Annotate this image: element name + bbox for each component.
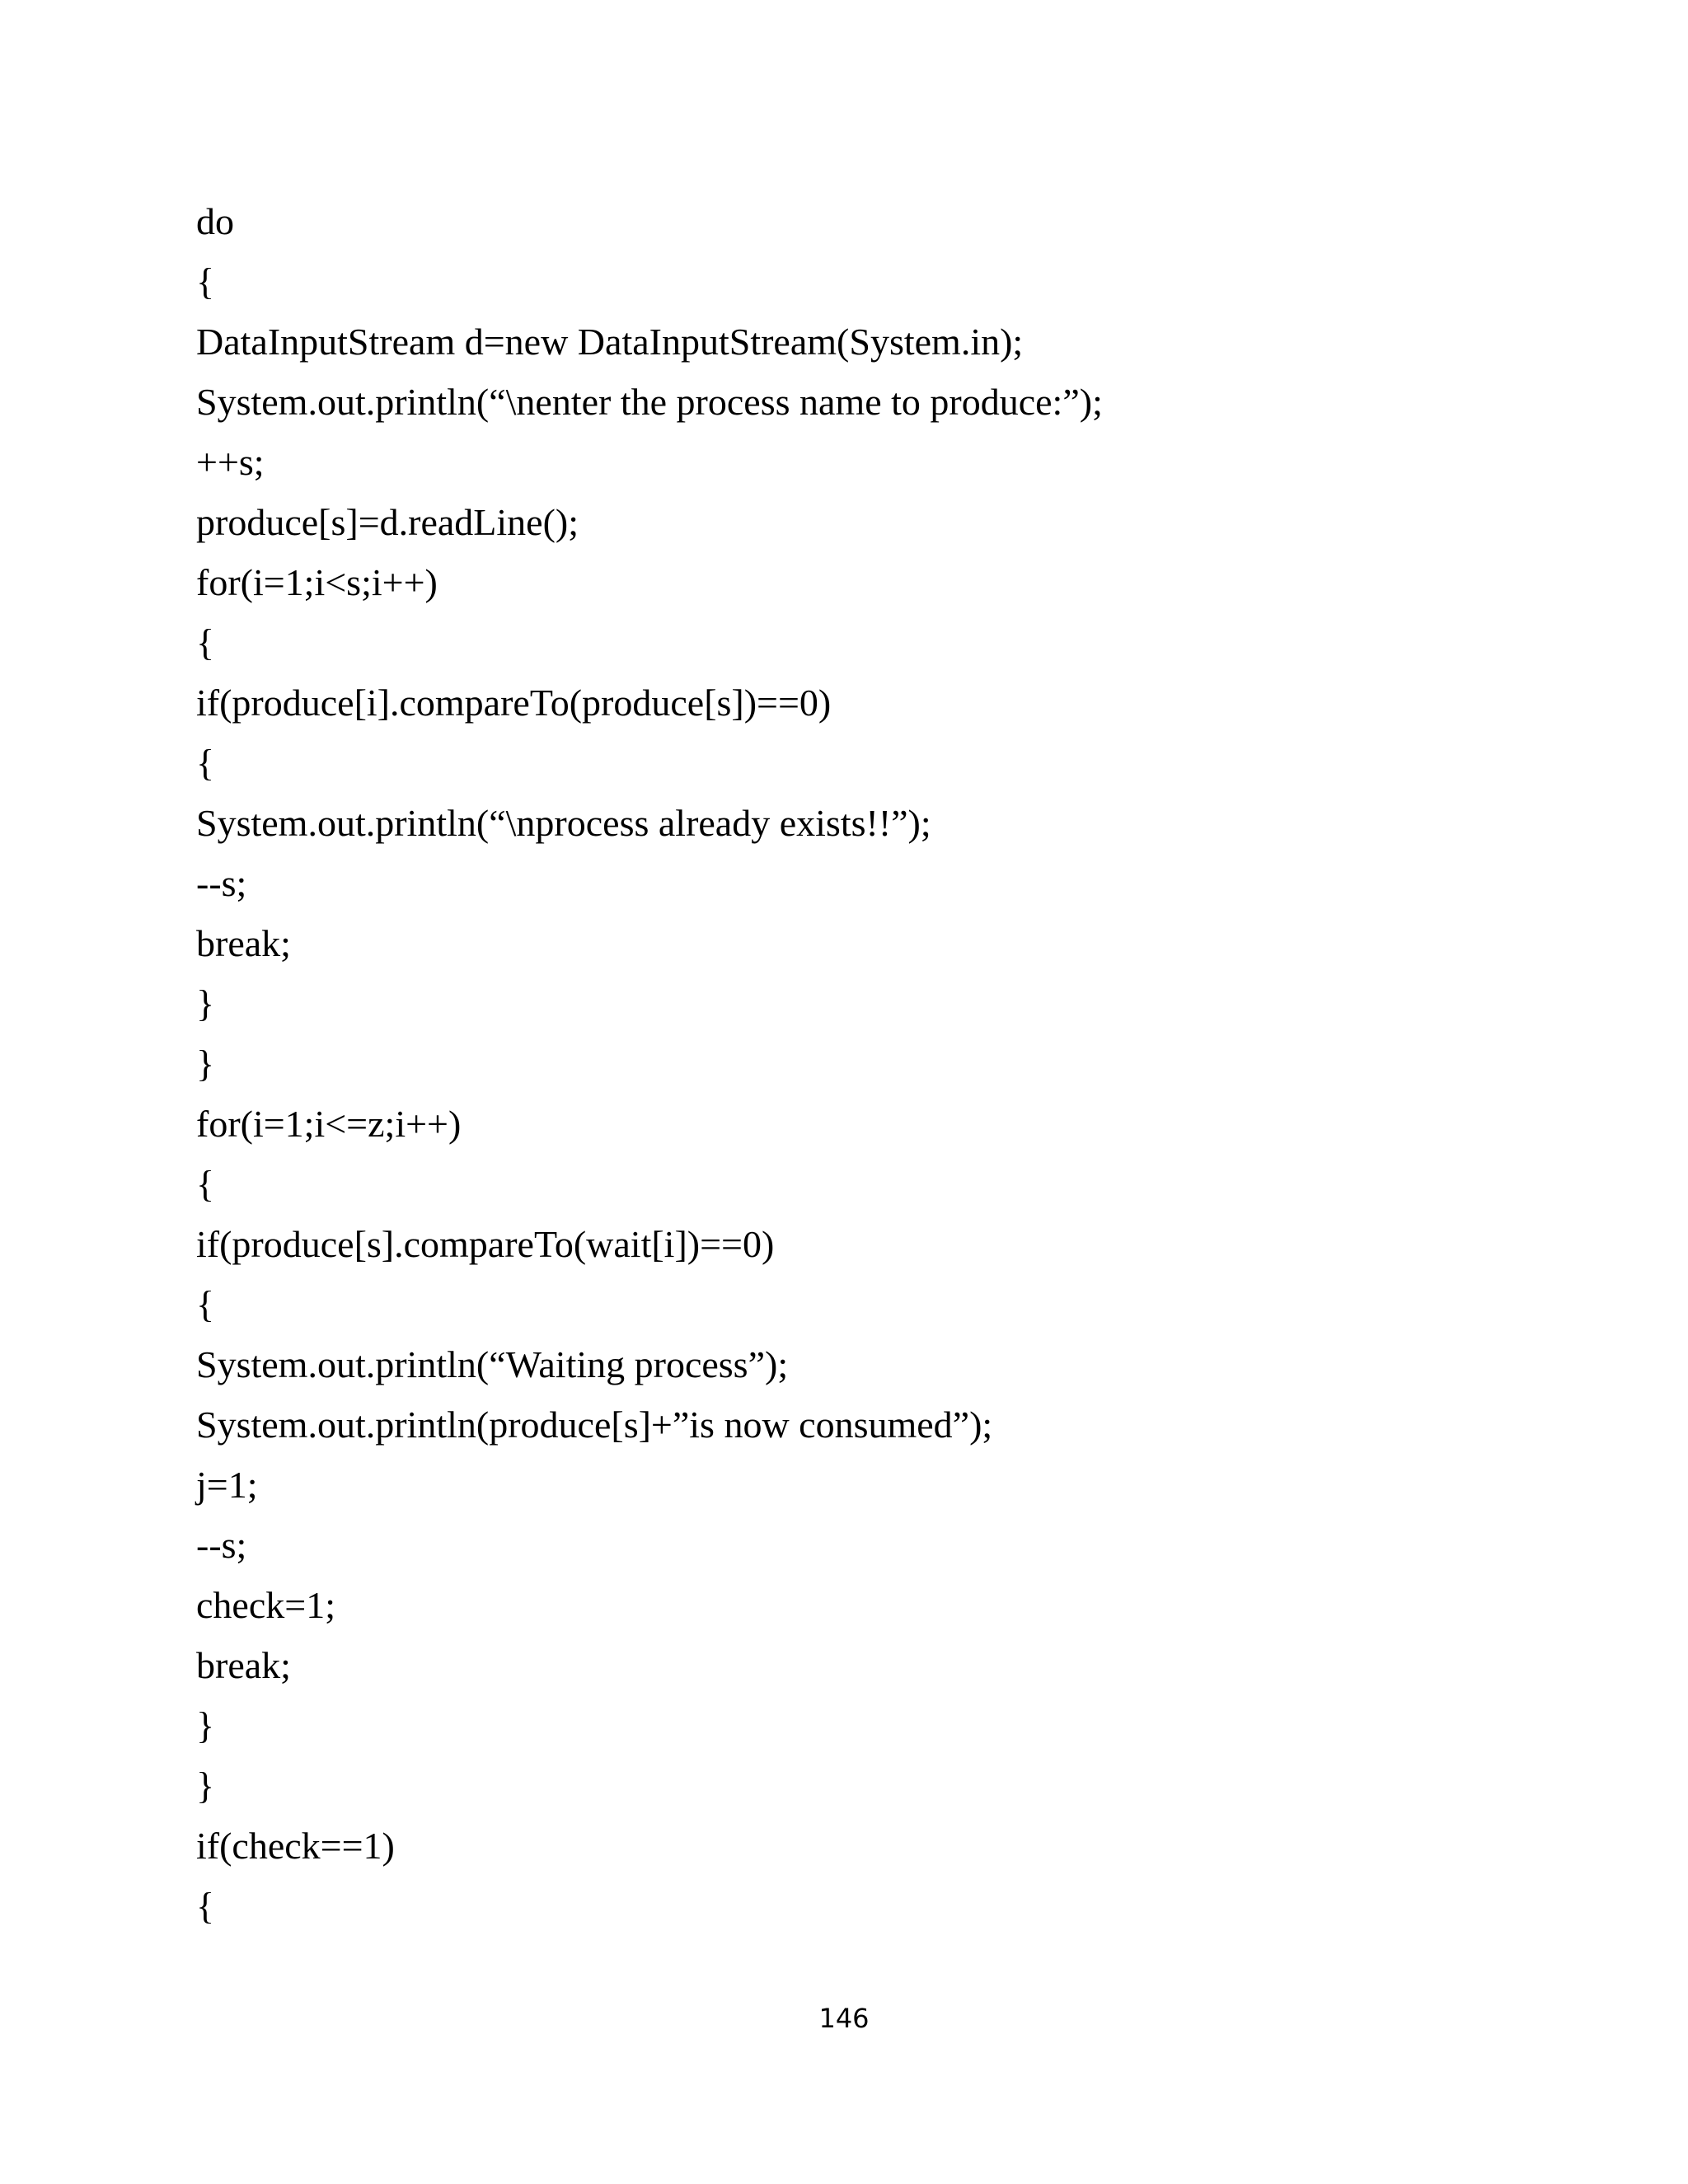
code-line: do bbox=[196, 200, 234, 242]
code-line: { bbox=[196, 742, 215, 784]
code-line: { bbox=[196, 621, 215, 663]
code-line: --s; bbox=[196, 1524, 247, 1566]
code-line: } bbox=[196, 1765, 215, 1807]
code-line: j=1; bbox=[196, 1464, 258, 1506]
code-line: } bbox=[196, 1704, 215, 1746]
code-line: System.out.println(“\nenter the process name to produce:”); bbox=[196, 381, 1103, 423]
code-line: { bbox=[196, 260, 215, 302]
code-line: ++s; bbox=[196, 441, 265, 483]
code-line: break; bbox=[196, 1644, 291, 1686]
code-line: for(i=1;i<=z;i++) bbox=[196, 1103, 462, 1145]
code-line: --s; bbox=[196, 862, 247, 904]
code-line: } bbox=[196, 982, 215, 1024]
code-line: { bbox=[196, 1163, 215, 1205]
code-line: System.out.println(“\nprocess already exists!!”); bbox=[196, 802, 931, 844]
code-line: if(check==1) bbox=[196, 1825, 395, 1867]
code-line: break; bbox=[196, 922, 291, 964]
code-line: DataInputStream d=new DataInputStream(System.in); bbox=[196, 321, 1024, 363]
code-line: System.out.println(“Waiting process”); bbox=[196, 1343, 789, 1385]
code-line: if(produce[s].compareTo(wait[i])==0) bbox=[196, 1223, 775, 1265]
code-line: produce[s]=d.readLine(); bbox=[196, 501, 579, 543]
code-line: System.out.println(produce[s]+”is now consumed”); bbox=[196, 1404, 993, 1446]
code-line: { bbox=[196, 1885, 215, 1927]
code-line: for(i=1;i<s;i++) bbox=[196, 561, 438, 603]
code-line: check=1; bbox=[196, 1584, 335, 1626]
code-line: } bbox=[196, 1043, 215, 1085]
code-line: { bbox=[196, 1283, 215, 1325]
page-number: 146 bbox=[818, 2003, 870, 2034]
code-line: if(produce[i].compareTo(produce[s])==0) bbox=[196, 682, 832, 724]
